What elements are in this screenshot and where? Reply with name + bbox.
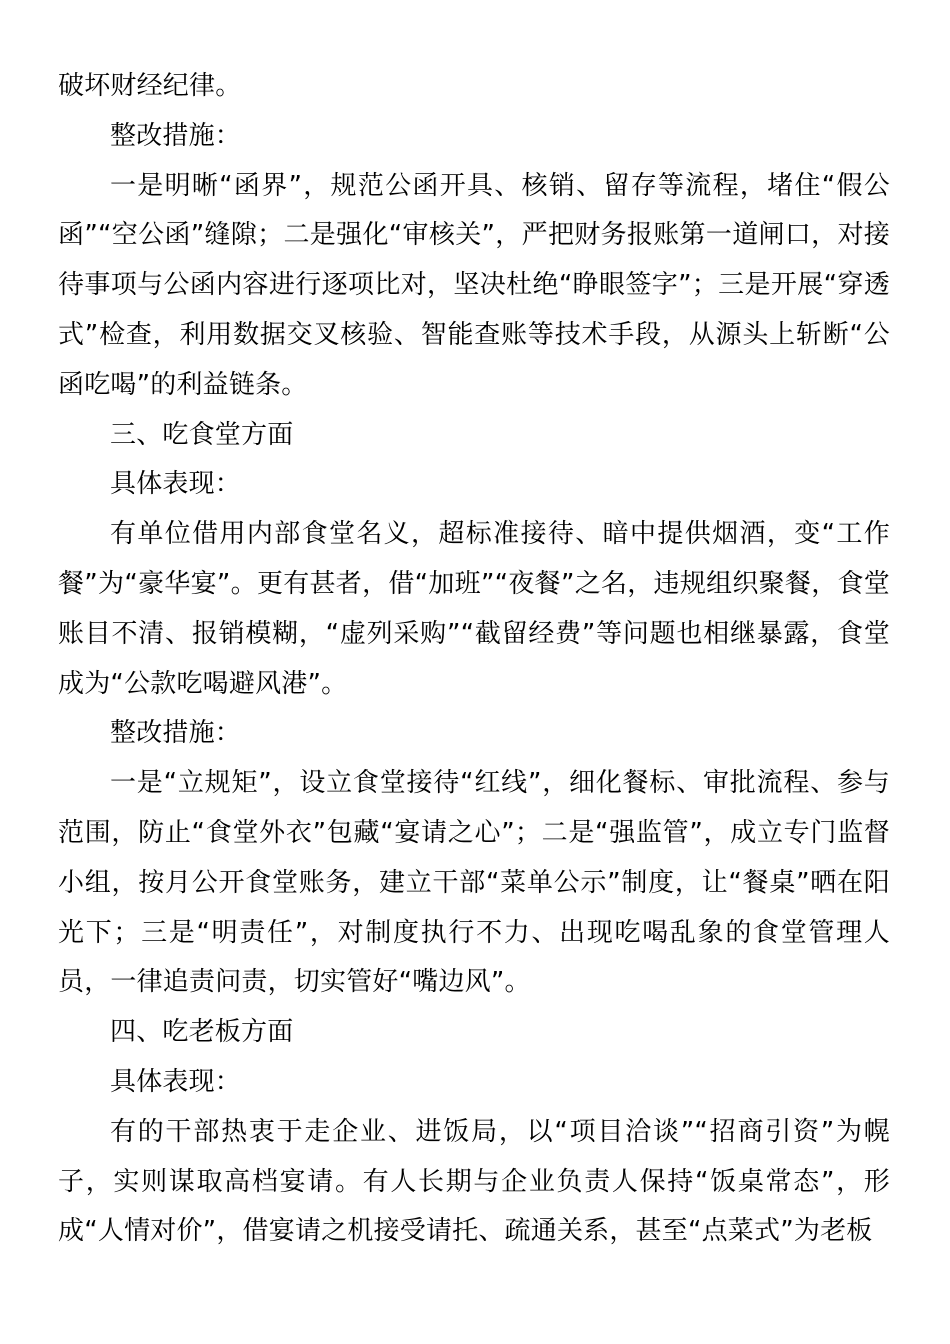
paragraph-boss-manifestations: 有的干部热衷于走企业、进饭局，以“项目洽谈”“招商引资”为幌子，实则谋取高档宴请。有人长期与企业负责人保持“饭桌常态”，形成“人情对价”，借宴请之机接受请托、疏通关系，甚至“点菜式”为老板 [58,1116,890,1247]
heading-rectification-measures: 整改措施： [110,718,242,749]
paragraph-rectification-official-letters: 一是明晰“函界”，规范公函开具、核销、留存等流程，堵住“假公函”“空公函”缝隙；二是强化“审核关”，严把财务报账第一道闸口，对接待事项与公函内容进行逐项比对，坚决杜绝“睁眼签字”；三是开展“穿透式”检查，利用数据交叉核验、智能查账等技术手段，从源头上斩断“公函吃喝”的利益链条。 [58,170,890,400]
heading-specific-manifestations: 具体表现： [110,1066,242,1097]
section-heading-boss: 四、吃老板方面 [110,1017,294,1048]
paragraph-canteen-rectification: 一是“立规矩”，设立食堂接待“红线”，细化餐标、审批流程、参与范围，防止“食堂外衣”包藏“宴请之心”；二是“强监管”，成立专门监督小组，按月公开食堂账务，建立干部“菜单公示”制度，让“餐桌”晒在阳光下；三是“明责任”，对制度执行不力、出现吃喝乱象的食堂管理人员，一律追责问责，切实管好“嘴边风”。 [58,768,890,998]
paragraph-continuation: 破坏财经纪律。 [58,71,242,101]
section-heading-canteen: 三、吃食堂方面 [110,419,294,450]
document-page [58,62,890,1257]
paragraph-canteen-manifestations: 有单位借用内部食堂名义，超标准接待、暗中提供烟酒，变“工作餐”为“豪华宴”。更有甚者，借“加班”“夜餐”之名，违规组织聚餐，食堂账目不清、报销模糊，“虚列采购”“截留经费”等问题也相继暴露，食堂成为“公款吃喝避风港”。 [58,519,890,699]
heading-rectification-measures: 整改措施： [110,120,242,151]
heading-specific-manifestations: 具体表现： [110,469,242,500]
